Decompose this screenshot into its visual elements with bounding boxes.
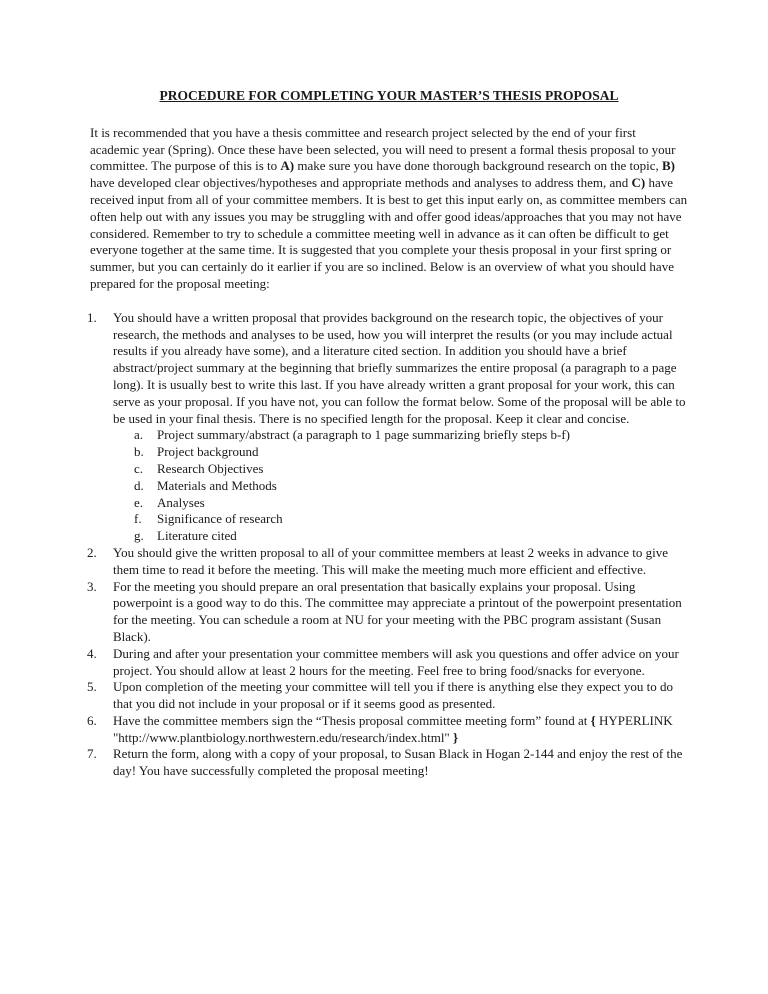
sub-item-text: Research Objectives xyxy=(157,460,264,476)
intro-label-c: C) xyxy=(631,175,646,191)
step-number: 3. xyxy=(87,578,97,594)
sub-item-text: Analyses xyxy=(157,494,205,510)
sub-item-d xyxy=(134,477,688,495)
sub-item-g xyxy=(134,528,688,545)
sub-item-text: Project background xyxy=(157,444,259,460)
step-text: You should give the written proposal to all of your committee members at least 2 weeks in advance to give them time to read it before the meeting. This will make the meeting much more efficient and effective. xyxy=(113,544,669,577)
sub-item-letter: d. xyxy=(134,477,144,493)
intro-text-3: have developed clear objectives/hypotheses and appropriate methods and analyses to address them, and xyxy=(90,175,632,191)
sub-item-text: Literature cited xyxy=(157,528,237,544)
intro-text-4: have received input from all of your committee members. It is best to get this input early on, as committee members can often help out with any issues you may be struggling with and offer good ideas/approaches that you may not have considered. Remember to try to schedule a committee meeting well in advance as it can often be difficult to get everyone together at the same time. It is suggested that you complete your thesis proposal in your first spring or summer, but you can certainly do it earlier if you are so inclined. Below is an overview of what you should have prepared for the proposal meeting: xyxy=(90,175,688,291)
sub-item-letter: b. xyxy=(134,444,144,460)
intro-text-1: It is recommended that you have a thesis committee and research project selected by the end of your first academic year (Spring). Once these have been selected, you will need to present a formal thesis proposal to your committee. The purpose of this is to xyxy=(90,124,676,174)
step-number: 1. xyxy=(87,309,97,325)
sub-item-letter: e. xyxy=(134,494,144,510)
step-number: 6. xyxy=(87,712,97,728)
sub-item-e xyxy=(134,494,688,512)
intro-text-2: make sure you have done thorough background research on the topic, xyxy=(294,158,662,174)
step-item-7 xyxy=(87,746,688,780)
sub-item-text: Project summary/abstract (a paragraph to 1 page summarizing briefly steps b-f) xyxy=(157,427,570,443)
document-title: PROCEDURE FOR COMPLETING YOUR MASTER’S THESIS PROPOSAL xyxy=(159,88,619,103)
sub-item-a xyxy=(134,427,688,444)
step-text: Have the committee members sign the “Thesis proposal committee meeting form” found at xyxy=(113,712,591,728)
sub-item-text: Significance of research xyxy=(157,511,283,527)
step-text: Upon completion of the meeting your committee will tell you if there is anything else they expect you to do that you did not include in your proposal or if it seems good as presented. xyxy=(113,679,673,712)
sub-item-letter: f. xyxy=(134,511,142,527)
step-number: 5. xyxy=(87,679,97,695)
step-item-4 xyxy=(87,645,688,680)
step-item-6 xyxy=(87,712,688,747)
step-item-5 xyxy=(87,679,688,713)
step-number: 2. xyxy=(87,544,97,560)
hyperlink-field-code[interactable]: HYPERLINK "http://www.plantbiology.northwestern.edu/research/index.html" xyxy=(113,712,673,745)
step-item-1 xyxy=(87,309,688,545)
proposal-sections-list xyxy=(113,427,688,545)
step-number: 4. xyxy=(87,645,97,661)
procedure-steps-list xyxy=(87,309,688,780)
sub-item-text: Materials and Methods xyxy=(157,477,277,493)
sub-item-letter: a. xyxy=(134,427,144,443)
intro-label-a: A) xyxy=(280,158,295,174)
sub-item-letter: g. xyxy=(134,528,144,544)
step-number: 7. xyxy=(87,746,97,762)
field-brace-open: { xyxy=(590,712,596,728)
sub-item-c xyxy=(134,460,688,478)
step-text: Return the form, along with a copy of your proposal, to Susan Black in Hogan 2-144 and enjoy the rest of the day! You have successfully completed the proposal meeting! xyxy=(113,746,683,779)
step-item-3 xyxy=(87,578,688,646)
field-brace-close: } xyxy=(453,729,459,745)
sub-item-b xyxy=(134,444,688,461)
sub-item-f xyxy=(134,511,688,528)
step-text: You should have a written proposal that provides background on the research topic, the objectives of your research, the methods and analyses to be used, how you will interpret the results (or you may include actual results if you already have some), and a literature cited section. In addition you should have a brief abstract/project summary at the beginning that briefly summarizes the entire proposal (a paragraph to a page long). It is usually best to write this last. If you have already written a grant proposal for your work, this can serve as your proposal. If you have not, you can follow the format below. Some of the proposal will be able to be used in your final thesis. There is no specified length for the proposal. Keep it clear and concise. xyxy=(113,309,686,426)
step-item-2 xyxy=(87,544,688,579)
sub-item-letter: c. xyxy=(134,460,144,476)
step-text: For the meeting you should prepare an oral presentation that basically explains your proposal. Using powerpoint is a good way to do this. The committee may appreciate a printout of the powerpoint presentation for the meeting. You can schedule a room at NU for your meeting with the PBC program assistant (Susan Black). xyxy=(113,578,682,644)
intro-paragraph xyxy=(90,125,688,293)
step-text: During and after your presentation your committee members will ask you questions and offer advice on your project. You should allow at least 2 hours for the meeting. Feel free to bring food/snacks for everyone. xyxy=(113,645,679,678)
intro-label-b: B) xyxy=(661,158,675,174)
